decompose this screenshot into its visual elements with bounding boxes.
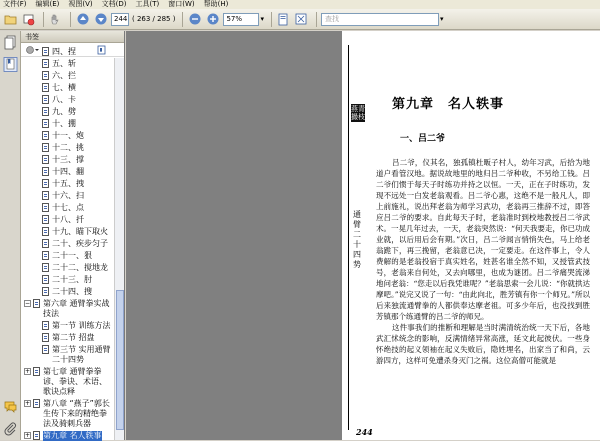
bookmarks-panel: [21, 31, 125, 440]
collapse-icon[interactable]: −: [25, 300, 31, 307]
chapter-title: 第九章 名人轶事: [392, 97, 505, 112]
bookmark-page-icon: [42, 321, 49, 330]
margin-character: 势: [353, 260, 361, 269]
bookmark-page-icon: [42, 83, 49, 92]
bookmark-item[interactable]: [21, 83, 114, 93]
chevron-down-icon[interactable]: ▾: [260, 15, 264, 23]
bookmark-page-icon: [42, 251, 49, 260]
margin-character: 二: [353, 230, 361, 239]
bookmark-page-icon: [42, 203, 49, 212]
tools-icon: [22, 13, 35, 26]
menu-tools[interactable]: 工具(T): [135, 0, 160, 8]
bookmark-item[interactable]: [21, 299, 114, 319]
expand-icon[interactable]: +: [25, 400, 31, 407]
search-input[interactable]: 查找: [321, 13, 439, 26]
menu-edit[interactable]: 编辑(E): [35, 0, 60, 8]
bookmark-label: 第三节 实用通臂二十四势: [52, 345, 111, 364]
first-page-icon: [77, 13, 89, 25]
bookmark-label: 十、掤: [52, 119, 76, 128]
bookmark-label: 二十二、搅地龙: [52, 263, 108, 272]
toolbar-separator: [43, 12, 44, 27]
bookmark-label: 二十三、肘: [52, 275, 92, 284]
bookmark-label: 十七、点: [52, 203, 84, 212]
hand-icon: [49, 13, 62, 26]
bookmark-page-icon: [42, 119, 49, 128]
bookmark-label: 十八、扦: [52, 215, 84, 224]
section-title: 一、吕二爷: [400, 134, 446, 144]
bookmark-label: 十六、扫: [52, 191, 84, 200]
paragraph: 这件事我们的推断和理解是当时满清统治统一天下后，各地武汇怵统念的影响，反满情绪异常高涨，延文此起彼伏。一些身怀绝技的起义领袖在起义失败后，隐姓埋名，出家当了和尚，云游四方，这样可免遭杀身灭门之祸。这位高僧可能就是: [376, 323, 590, 365]
bookmark-page-icon: [42, 179, 49, 188]
bookmark-label: 二十、疾步匀子: [52, 239, 108, 248]
bookmark-item[interactable]: [21, 431, 114, 441]
bookmark-page-icon: [42, 333, 49, 342]
bookmark-label: 十九、瞄下取火: [52, 227, 108, 236]
bookmarks-icon[interactable]: [3, 57, 18, 72]
bookmark-label: 二十一、狠: [52, 251, 92, 260]
bookmark-item[interactable]: [21, 263, 114, 273]
bookmark-item[interactable]: [21, 143, 114, 153]
menu-view[interactable]: 视图(V): [68, 0, 93, 8]
bookmark-item[interactable]: [21, 215, 114, 225]
bookmark-item[interactable]: [21, 95, 114, 105]
bookmark-item[interactable]: [21, 399, 114, 429]
bookmark-page-icon: [42, 167, 49, 176]
bookmark-page-icon: [33, 299, 40, 308]
bookmark-page-icon: [42, 131, 49, 140]
toolbar: [0, 9, 600, 30]
bookmark-item[interactable]: [21, 107, 114, 117]
bookmark-item[interactable]: [21, 59, 114, 69]
bookmark-item[interactable]: [21, 227, 114, 237]
zoom-in-button[interactable]: [205, 12, 220, 27]
bookmark-item[interactable]: [21, 321, 114, 331]
bookmark-item[interactable]: [21, 191, 114, 201]
bookmark-label: 十五、拽: [52, 179, 84, 188]
fit-page-button[interactable]: [276, 12, 291, 27]
scrollbar-thumb[interactable]: [116, 290, 124, 430]
bookmark-label: 九、劈: [52, 107, 76, 116]
toolbar-separator: [182, 12, 183, 27]
menu-document[interactable]: 文档(D): [101, 0, 127, 8]
bookmark-item[interactable]: [21, 179, 114, 189]
bookmark-label: 第二节 招盘: [52, 333, 95, 342]
zoom-out-button[interactable]: [187, 12, 202, 27]
bookmark-label: 第八章 “燕子”郭长生传下来的精绝拳法及骑刺兵器: [43, 399, 110, 428]
bookmark-page-icon: [42, 345, 49, 354]
menu-help[interactable]: 帮助(H): [203, 0, 229, 8]
page-number: 244: [356, 427, 373, 437]
bookmark-label: 五、斩: [52, 59, 76, 68]
margin-character: 四: [353, 250, 361, 259]
fit-page-icon: [277, 13, 289, 26]
bookmark-page-icon: [42, 287, 49, 296]
expand-icon[interactable]: +: [25, 368, 31, 375]
bookmark-label: 二十四、搜: [52, 287, 92, 296]
toolbar-separator: [70, 12, 71, 27]
bookmark-item[interactable]: [21, 287, 114, 297]
bookmark-item[interactable]: [21, 251, 114, 261]
page-thumbnails-icon[interactable]: [3, 35, 18, 50]
bookmark-page-icon: [42, 143, 49, 152]
page-count-label: ( 263 / 285 ): [132, 15, 176, 23]
bookmark-item[interactable]: [21, 367, 114, 397]
page-margin-strip: [348, 45, 364, 430]
bookmark-label: 四、捏: [52, 47, 76, 56]
bookmarks-panel-header: 书签: [21, 31, 124, 43]
navigation-rail: [0, 31, 21, 440]
bookmark-label: 六、拦: [52, 71, 76, 80]
bookmark-item[interactable]: [21, 131, 114, 141]
full-screen-button[interactable]: [294, 12, 309, 27]
bookmark-label: 第七章 通臂拳拳谚、拳诀、术语、歌诀点释: [43, 367, 107, 396]
search-dropdown-icon[interactable]: ▾: [439, 15, 444, 23]
page-number-input[interactable]: 244: [111, 13, 129, 26]
bookmark-label: 第九章 名人轶事: [43, 431, 102, 440]
bookmark-page-icon: [33, 367, 40, 376]
margin-character: 通: [353, 210, 361, 219]
bookmark-page-icon: [42, 71, 49, 80]
next-page-icon: [95, 13, 107, 25]
menu-window[interactable]: 窗口(W): [168, 0, 195, 8]
document-view[interactable]: [126, 31, 600, 440]
bookmark-item[interactable]: [21, 203, 114, 213]
first-page-button[interactable]: [75, 12, 90, 27]
bookmark-page-icon: [42, 47, 49, 56]
bookmark-item[interactable]: [21, 71, 114, 81]
bookmark-page-icon: [42, 275, 49, 284]
bookmark-page-icon: [42, 95, 49, 104]
print-tools-button[interactable]: [21, 12, 36, 27]
bookmark-item[interactable]: [21, 167, 114, 177]
expand-icon[interactable]: +: [25, 432, 31, 439]
bookmark-tree: [21, 47, 114, 440]
bookmark-item[interactable]: [21, 275, 114, 285]
bookmark-label: 第一节 训练方法: [52, 321, 111, 330]
paragraph: 吕二爷，仪其名，独孤镇杜畈子村人，幼年习武，后拾为地道户看管汉地。据说故地里的地归吕二爷种收，不另给工钱。吕二爷们惯于每天子时练功并持之以恒。一天，正在子时练功，发现不远处一白发老翁观看。吕二爷心惠，这绝不是一般凡人，即上前施礼，说出拜老翁为师学习武功，老翁再三推辞不过，即答应吕二爷的要求。自此每天子时，老翁准时到校地教授吕二爷武术。一晃几年过去，一天，老翁突然说：“何天我要走，你已功成业就，以后用后会有期。”次日，吕二爷闻言悄悄失色，马上给老翁跪下，再三挽留，老翁意已决，一定要走。在这件事上，令人费解的是老翁投宿于真实姓名，姓甚名谁全然不知，又授管武技号，老翁来自何处，又去向哪里，也成为谜团。吕二爷痛哭流涕地问老翁：“您走以后我凭谁呢？”老翁思索一会儿说：“你就拱达摩吧。”说完又说了一句：“由此向北，胜芳镇有你一个师兄。”所以后来独流通臂拳的人都供奉达摩老祖。可多少年后，也没找到胜芳镇那个练通臂的吕二爷的师兄。: [376, 158, 591, 321]
margin-label: 燕青 撮枝: [351, 105, 365, 121]
comments-icon[interactable]: [3, 399, 18, 414]
folder-icon: [4, 13, 17, 25]
pdf-page: [342, 31, 600, 440]
menu-bar: [0, 0, 600, 9]
bookmark-item[interactable]: [21, 239, 114, 249]
body-text: [376, 157, 590, 366]
bookmarks-scrollbar[interactable]: [114, 58, 124, 440]
zoom-select[interactable]: 57%: [223, 13, 259, 26]
bookmark-page-icon: [42, 239, 49, 248]
bookmark-page-icon: [42, 107, 49, 116]
bookmark-page-icon: [33, 431, 40, 440]
open-folder-button[interactable]: [3, 12, 18, 27]
bookmark-label: 第六章 通臂拳实战技法: [43, 299, 110, 318]
bookmark-page-icon: [42, 155, 49, 164]
bookmark-page-icon: [42, 227, 49, 236]
menu-file[interactable]: 文件(F): [3, 0, 27, 8]
bookmark-label: 十三、撑: [52, 155, 84, 164]
margin-character: 臂: [353, 220, 361, 229]
bookmark-item[interactable]: [21, 155, 114, 165]
bookmark-item[interactable]: [21, 47, 114, 57]
attachment-icon[interactable]: [3, 421, 18, 436]
bookmark-page-icon: [42, 215, 49, 224]
hand-tool-button[interactable]: [48, 12, 63, 27]
toolbar-separator: [271, 12, 272, 27]
zoom-out-icon: [189, 13, 201, 25]
bookmark-page-icon: [42, 263, 49, 272]
bookmark-label: 十一、炮: [52, 131, 84, 140]
bookmark-page-icon: [42, 191, 49, 200]
bookmark-label: 七、横: [52, 83, 76, 92]
bookmark-page-icon: [42, 59, 49, 68]
full-screen-icon: [295, 13, 307, 25]
margin-character: 十: [353, 240, 361, 249]
bookmark-label: 八、卡: [52, 95, 76, 104]
bookmark-page-icon: [33, 399, 40, 408]
bookmark-label: 十二、挑: [52, 143, 84, 152]
bookmark-label: 十四、翻: [52, 167, 84, 176]
toolbar-separator: [316, 12, 317, 27]
bookmark-item[interactable]: [21, 345, 114, 365]
next-page-button[interactable]: [93, 12, 108, 27]
bookmark-item[interactable]: [21, 333, 114, 343]
zoom-in-icon: [207, 13, 219, 25]
bookmark-item[interactable]: [21, 119, 114, 129]
